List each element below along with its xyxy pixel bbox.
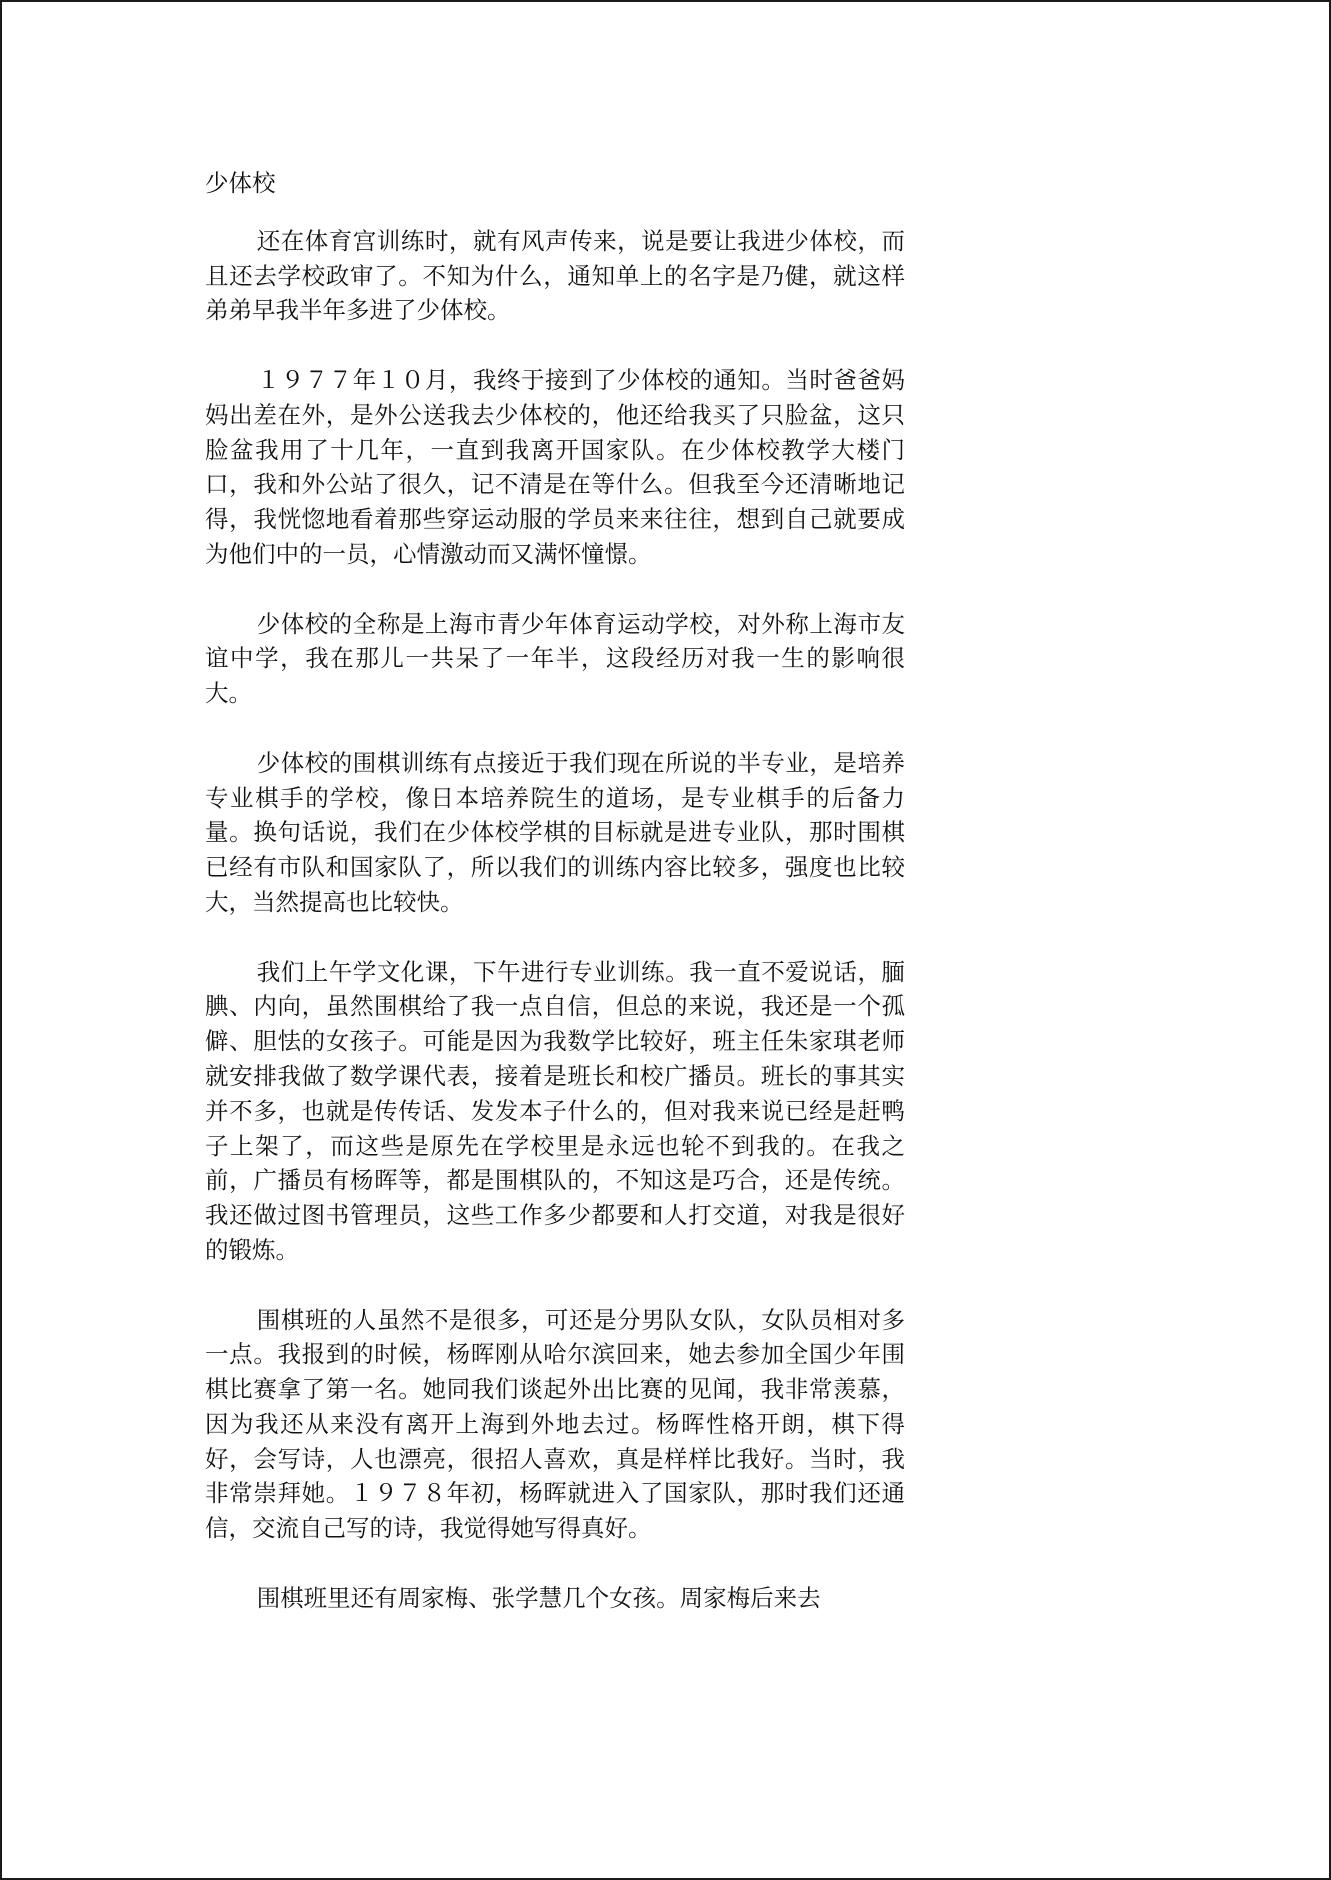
paragraph: 还在体育宫训练时，就有风声传来，说是要让我进少体校，而且还去学校政审了。不知为什么，通知单上的名字是乃健，就这样弟弟早我半年多进了少体校。 <box>205 226 905 325</box>
paragraph: 围棋班的人虽然不是很多，可还是分男队女队，女队员相对多一点。我报到的时候，杨晖刚从哈尔滨回来，她去参加全国少年围棋比赛拿了第一名。她同我们谈起外出比赛的见闻，我非常羡慕，因为我还从来没有离开上海到外地去过。杨晖性格开朗，棋下得好，会写诗，人也漂亮，很招人喜欢，真是样样比我好。当时，我非常崇拜她。１９７８年初，杨晖就进入了国家队，那时我们还通信，交流自己写的诗，我觉得她写得真好。 <box>205 1305 905 1543</box>
paragraph: 我们上午学文化课，下午进行专业训练。我一直不爱说话，腼腆、内向，虽然围棋给了我一点自信，但总的来说，我还是一个孤僻、胆怯的女孩子。可能是因为我数学比较好，班主任朱家琪老师就安排我做了数学课代表，接着是班长和校广播员。班长的事其实并不多，也就是传传话、发发本子什么的，但对我来说已经是赶鸭子上架了，而这些是原先在学校里是永远也轮不到我的。在我之前，广播员有杨晖等，都是围棋队的，不知这是巧合，还是传统。我还做过图书管理员，这些工作多少都要和人打交道，对我是很好的锻炼。 <box>205 957 905 1264</box>
document-body <box>205 166 905 1616</box>
paragraph: 少体校的全称是上海市青少年体育运动学校，对外称上海市友谊中学，我在那儿一共呆了一年半，这段经历对我一生的影响很大。 <box>205 609 905 708</box>
paragraph: 围棋班里还有周家梅、张学慧几个女孩。周家梅后来去 <box>256 1583 821 1612</box>
chapter-title: 少体校 <box>205 169 276 197</box>
paragraph: 少体校的围棋训练有点接近于我们现在所说的半专业，是培养专业棋手的学校，像日本培养院生的道场，是专业棋手的后备力量。换句话说，我们在少体校学棋的目标就是进专业队，那时围棋已经有市队和国家队了，所以我们的训练内容比较多，强度也比较大，当然提高也比较快。 <box>205 748 905 916</box>
paragraph: １９７７年１０月，我终于接到了少体校的通知。当时爸爸妈妈出差在外，是外公送我去少体校的，他还给我买了只脸盆，这只脸盆我用了十几年，一直到我离开国家队。在少体校教学大楼门口，我和外公站了很久，记不清是在等什么。但我至今还清晰地记得，我恍惚地看着那些穿运动服的学员来来往往，想到自己就要成为他们中的一员，心情激动而又满怀憧憬。 <box>205 365 905 568</box>
